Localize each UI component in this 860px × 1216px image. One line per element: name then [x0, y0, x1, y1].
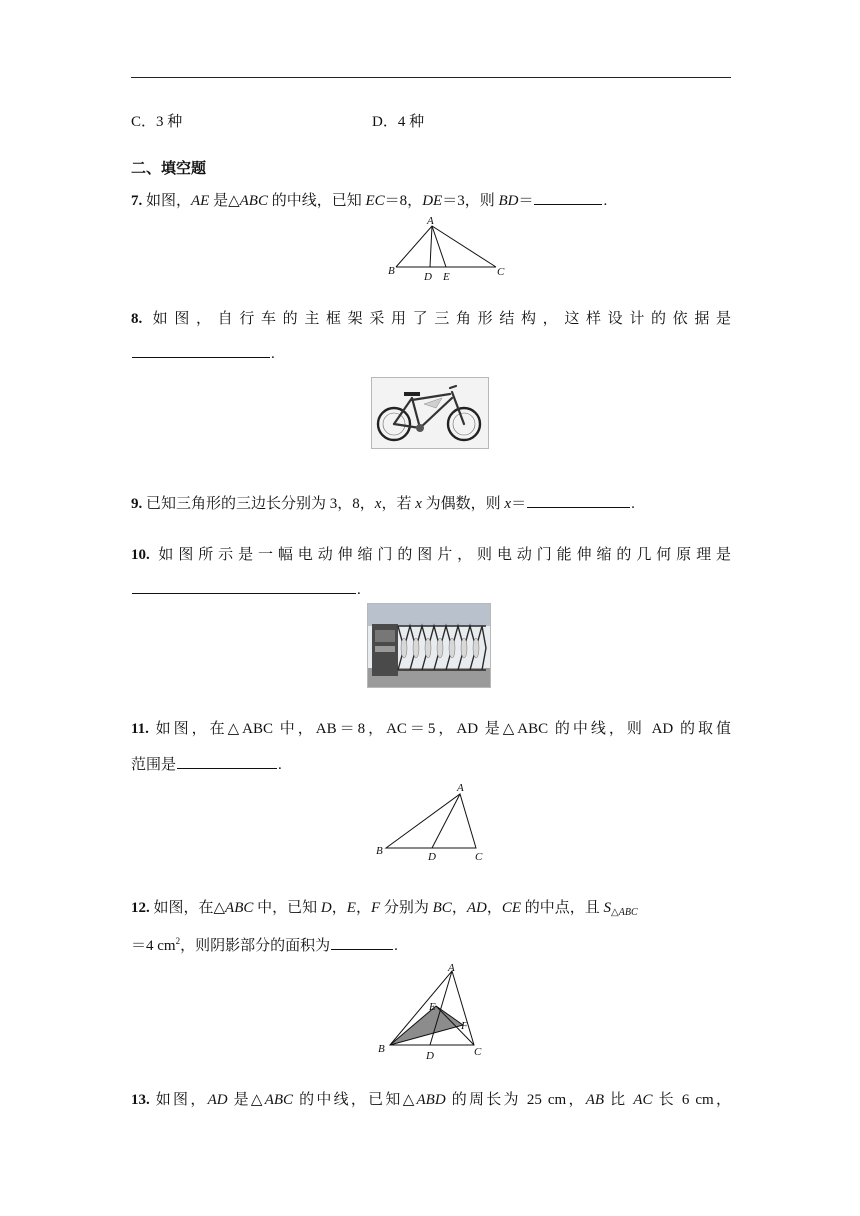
- area-subscript: △ABC: [611, 907, 638, 918]
- label-c: C: [474, 1046, 482, 1058]
- text: 是△: [227, 1092, 265, 1108]
- question-8-blank-line: [131, 341, 275, 364]
- text: ＝: [511, 496, 527, 512]
- var: AB: [585, 1092, 605, 1108]
- answer-blank[interactable]: [527, 491, 630, 508]
- text: ，若: [381, 496, 416, 512]
- question-number: 9.: [131, 496, 143, 512]
- answer-blank[interactable]: [132, 341, 270, 358]
- figure-q12: [372, 958, 492, 1064]
- question-number: 11.: [131, 721, 149, 737]
- text: 的中点，且: [521, 900, 604, 916]
- area-symbol: S: [603, 900, 612, 916]
- question-12: [131, 898, 638, 923]
- text: 如图，在△: [149, 900, 226, 916]
- triangle-side: [396, 226, 496, 267]
- text: ＝: [518, 193, 534, 209]
- text: 范围是: [131, 757, 177, 773]
- question-8: [131, 309, 731, 329]
- text: ，: [486, 900, 502, 916]
- label-d: D: [426, 1050, 434, 1062]
- label-e: E: [429, 1001, 436, 1013]
- question-12-line-2: [131, 931, 398, 956]
- text: 为偶数，则: [421, 496, 505, 512]
- bicycle-image: [371, 377, 489, 449]
- var: DE: [422, 193, 443, 209]
- var: BD: [498, 193, 519, 209]
- var: AE: [191, 193, 210, 209]
- superscript: 2: [175, 936, 181, 946]
- text: 如图，在△ABC 中，AB＝8，AC＝5，AD 是△ABC 的中线，则 AD 的取值: [148, 721, 731, 737]
- var: BC: [432, 900, 452, 916]
- var: EC: [365, 193, 385, 209]
- label-d: D: [428, 851, 436, 863]
- var: ABC: [239, 193, 268, 209]
- var: ABC: [264, 1092, 294, 1108]
- retractable-gate-drawing: [368, 604, 490, 687]
- question-10: [131, 545, 731, 565]
- question-11-line-2: [131, 752, 282, 775]
- text: .: [357, 582, 361, 598]
- label-c: C: [497, 266, 505, 278]
- text: ，: [331, 900, 347, 916]
- var: x: [374, 496, 382, 512]
- text: .: [394, 938, 398, 954]
- question-number: 7.: [131, 193, 143, 209]
- label-e: E: [443, 271, 450, 283]
- option-d: D．4 种: [372, 114, 425, 130]
- section-title: 二、填空题: [131, 159, 207, 177]
- label-b: B: [388, 265, 395, 277]
- text: 如图所示是一幅电动伸缩门的图片，则电动门能伸缩的几何原理是: [149, 547, 731, 563]
- text: 中，已知: [253, 900, 321, 916]
- var: AD: [466, 900, 487, 916]
- label-d: D: [424, 271, 432, 283]
- text: .: [278, 757, 282, 773]
- var: ABC: [225, 900, 254, 916]
- segment-ad: [432, 794, 460, 848]
- question-number: 12.: [131, 900, 150, 916]
- label-a: A: [427, 215, 434, 227]
- question-number: 13.: [131, 1092, 150, 1108]
- text: .: [271, 346, 275, 362]
- text: 长 6 cm，: [652, 1092, 731, 1108]
- text: 如图，自行车的主框架采用了三角形结构，这样设计的依据是: [142, 311, 731, 327]
- question-9: [131, 491, 635, 514]
- text: 比: [604, 1092, 634, 1108]
- var: x: [504, 496, 512, 512]
- label-b: B: [378, 1043, 385, 1055]
- question-number: 8.: [131, 311, 143, 327]
- header-rule: [131, 77, 731, 78]
- label-b: B: [376, 845, 383, 857]
- retractable-gate-image: [367, 603, 491, 688]
- figure-q7: [386, 214, 510, 284]
- answer-blank[interactable]: [177, 752, 277, 769]
- text: 的中线，已知△: [293, 1092, 417, 1108]
- text: 分别为: [380, 900, 433, 916]
- var: E: [346, 900, 356, 916]
- bicycle-drawing: [372, 378, 488, 448]
- var: F: [370, 900, 381, 916]
- text: 如图，: [142, 193, 192, 209]
- label-f: F: [461, 1020, 468, 1032]
- question-number: 10.: [131, 547, 150, 563]
- question-7: [131, 188, 607, 211]
- text: 如图，: [149, 1092, 208, 1108]
- text: 的周长为 25 cm，: [445, 1092, 586, 1108]
- segment-ae: [432, 226, 446, 267]
- var: x: [415, 496, 422, 512]
- text: .: [631, 496, 635, 512]
- option-c: C．3 种: [131, 114, 183, 130]
- question-13: [131, 1090, 731, 1110]
- answer-blank[interactable]: [331, 933, 393, 950]
- text: 已知三角形的三边长分别为 3，8，: [142, 496, 375, 512]
- triangle-abc: [386, 794, 476, 848]
- text: .: [603, 193, 608, 209]
- answer-blank[interactable]: [534, 188, 602, 205]
- text: ＝8，: [384, 193, 423, 209]
- var: D: [320, 900, 332, 916]
- var: AD: [207, 1092, 228, 1108]
- text: ＝4 cm: [131, 938, 176, 954]
- var: ABD: [416, 1092, 446, 1108]
- text: ＝3，则: [442, 193, 499, 209]
- shaded-region: [390, 1006, 463, 1045]
- var: AC: [633, 1092, 653, 1108]
- label-c: C: [475, 851, 483, 863]
- var: CE: [501, 900, 522, 916]
- question-11: [131, 719, 731, 739]
- label-a: A: [448, 962, 455, 974]
- segment-ad: [430, 226, 432, 267]
- text: 是△: [209, 193, 240, 209]
- label-a: A: [457, 782, 464, 794]
- answer-blank[interactable]: [132, 577, 356, 594]
- text: 的中线，已知: [267, 193, 366, 209]
- question-10-blank-line: [131, 577, 361, 600]
- text: ，: [451, 900, 467, 916]
- text: ，则阴影部分的面积为: [180, 938, 331, 954]
- text: ，: [355, 900, 371, 916]
- figure-q11: [372, 780, 492, 865]
